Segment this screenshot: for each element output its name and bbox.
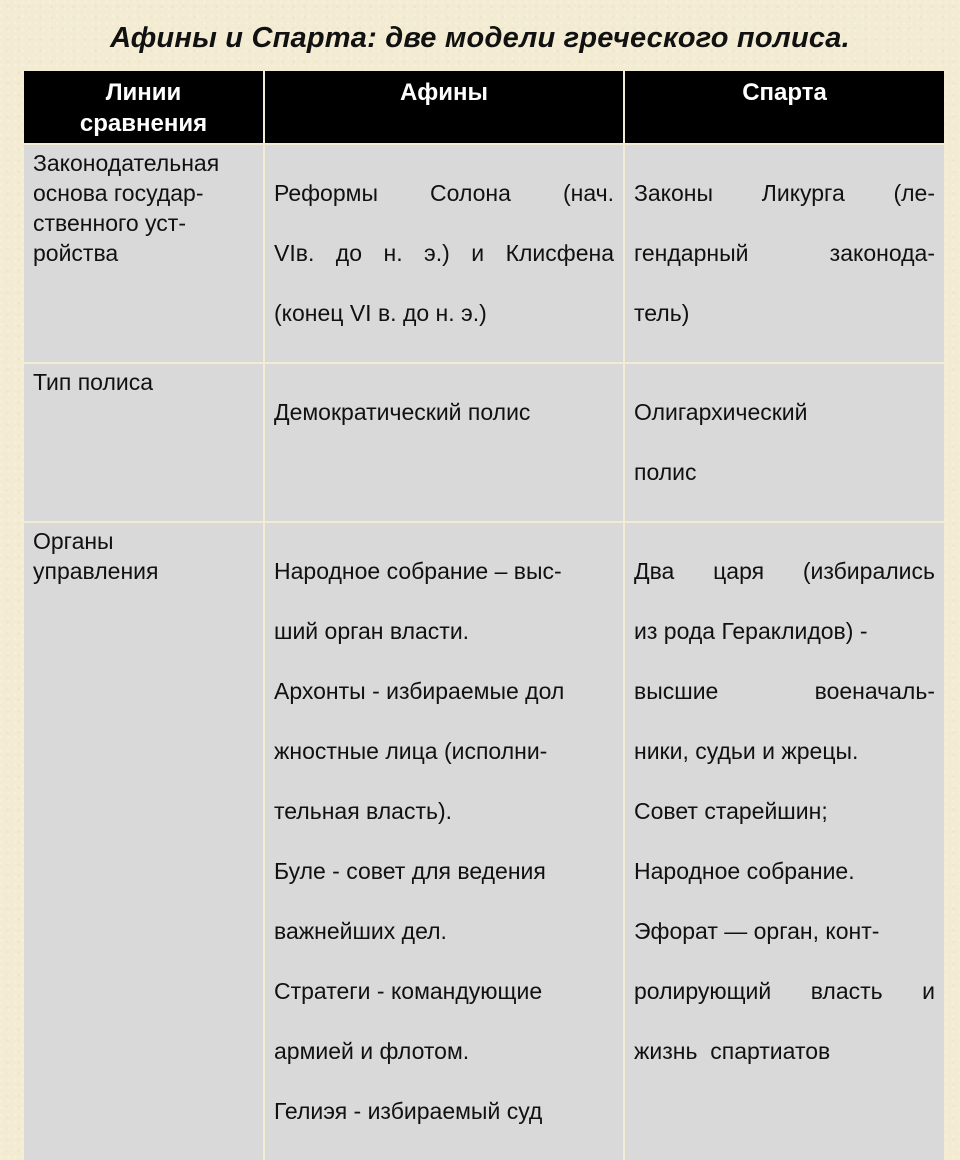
cell-line: жностные лица (исполни- bbox=[274, 738, 548, 764]
cell-line: ролирующий власть и bbox=[634, 978, 935, 1004]
cell-line: Совет старейшин; bbox=[634, 798, 828, 824]
cell-criterion: Органы управления bbox=[24, 522, 264, 1160]
cell-line: жизнь спартиатов bbox=[634, 1038, 831, 1064]
cell-line: Буле - совет для ведения bbox=[274, 858, 546, 884]
cell-line: Народное собрание. bbox=[634, 858, 855, 884]
cell-line: (конец VI в. до н. э.) bbox=[274, 300, 487, 326]
cell-line: Народное собрание – выс- bbox=[274, 558, 562, 584]
slide-title: Афины и Спарта: две модели греческого полиса. bbox=[110, 22, 850, 54]
cell-sparta bbox=[624, 144, 944, 363]
table-row bbox=[24, 363, 944, 522]
header-criteria: Линии сравнения bbox=[24, 71, 264, 144]
cell-line: гендарный законода- bbox=[634, 240, 935, 266]
cell-sparta bbox=[624, 363, 944, 522]
table-row bbox=[24, 144, 944, 363]
cell-line: ники, судьи и жрецы. bbox=[634, 738, 859, 764]
cell-athens bbox=[264, 522, 624, 1160]
cell-line: Олигархический bbox=[634, 399, 808, 425]
cell-criterion: Законодательная основа государ- ственного уст- ройства bbox=[24, 144, 264, 363]
cell-line: Гелиэя - избираемый суд bbox=[274, 1098, 543, 1124]
cell-line: VIв. до н. э.) и Клисфена bbox=[274, 240, 614, 266]
header-athens: Афины bbox=[264, 71, 624, 144]
cell-line: тель) bbox=[634, 300, 690, 326]
cell-line: Стратеги - командующие bbox=[274, 978, 543, 1004]
table-header-row bbox=[24, 71, 944, 144]
cell-sparta bbox=[624, 522, 944, 1160]
cell-line: Эфорат — орган, конт- bbox=[634, 918, 880, 944]
header-sparta: Спарта bbox=[624, 71, 944, 144]
cell-criterion: Тип полиса bbox=[24, 363, 264, 522]
table-row bbox=[24, 522, 944, 1160]
cell-line: Реформы Солона (нач. bbox=[274, 180, 614, 206]
cell-line: Архонты - избираемые дол bbox=[274, 678, 565, 704]
cell-line: тельная власть). bbox=[274, 798, 453, 824]
comparison-table bbox=[24, 71, 944, 1160]
cell-athens bbox=[264, 363, 624, 522]
cell-line: важнейших дел. bbox=[274, 918, 447, 944]
cell-line: Два царя (избирались bbox=[634, 558, 935, 584]
cell-line: полис bbox=[634, 459, 697, 485]
cell-line: армией и флотом. bbox=[274, 1038, 470, 1064]
cell-line: Законы Ликурга (ле- bbox=[634, 180, 935, 206]
cell-athens bbox=[264, 144, 624, 363]
cell-line: ший орган власти. bbox=[274, 618, 470, 644]
cell-line: высшие военачаль- bbox=[634, 678, 935, 704]
cell-line: Демократический полис bbox=[274, 399, 531, 425]
cell-line: из рода Гераклидов) - bbox=[634, 618, 868, 644]
